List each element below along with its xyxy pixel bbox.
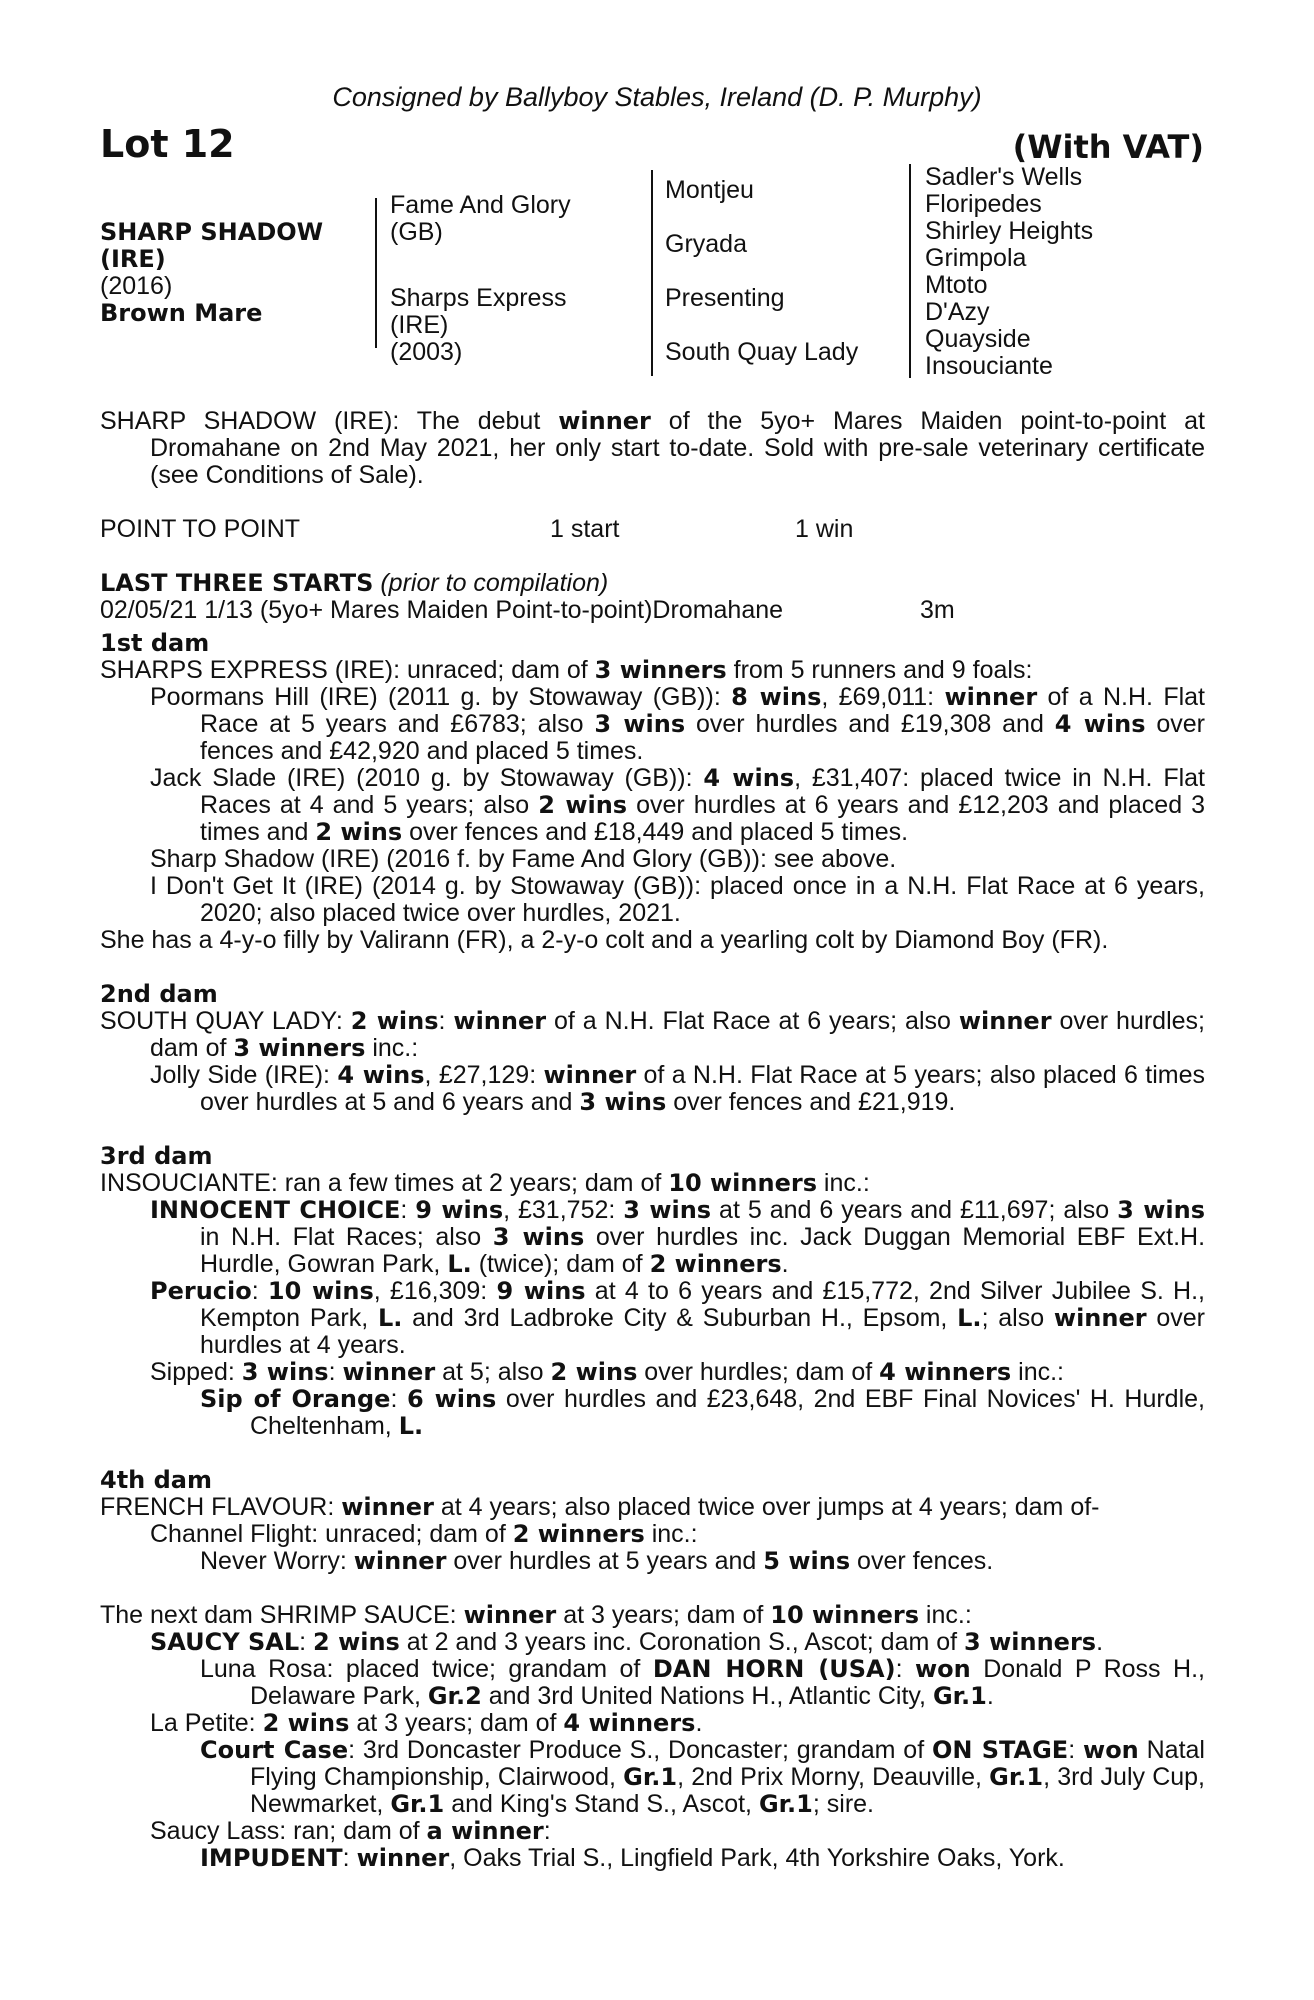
pedigree-divider-3 bbox=[909, 164, 911, 378]
lot-number: Lot 12 bbox=[100, 122, 235, 166]
second-dam-heading: 2nd dam bbox=[100, 980, 218, 1008]
pedigree-dam: Sharps Express (IRE) (2003) bbox=[390, 284, 567, 366]
horse-identity bbox=[100, 219, 323, 327]
produce-court-case: Court Case: 3rd Doncaster Produce S., Doncaster; grandam of ON STAGE: won Natal Flying Championship, Clairwood, Gr.1, 2nd Prix Morny, Deauville, Gr.1, 3rd July Cup, Newmarket, Gr.1 and King's Stand S., Ascot, Gr.1; sire. bbox=[200, 1736, 1205, 1818]
pedigree-second-dam: South Quay Lady bbox=[665, 338, 859, 366]
fourth-dam-line: FRENCH FLAVOUR: winner at 4 years; also placed twice over jumps at 4 years; dam of- bbox=[100, 1493, 1100, 1521]
fourth-dam-heading: 4th dam bbox=[100, 1466, 212, 1494]
intro-paragraph: SHARP SHADOW (IRE): The debut winner of the 5yo+ Mares Maiden point-to-point at Dromahane on 2nd May 2021, her only start to-date. Sold with pre-sale veterinary certificate (see Conditions of Sale). bbox=[100, 407, 1206, 489]
produce-innocent-choice: INNOCENT CHOICE: 9 wins, £31,752: 3 wins at 5 and 6 years and £11,697; also 3 wins in N.H. Flat Races; also 3 wins over hurdles inc. Jack Duggan Memorial EBF Ext.H. Hurdle, Gowran Park, L. (twice); dam of 2 winners. bbox=[150, 1196, 1206, 1278]
horse-name: SHARP SHADOW bbox=[100, 218, 324, 246]
produce-impudent: IMPUDENT: winner, Oaks Trial S., Lingfield Park, 4th Yorkshire Oaks, York. bbox=[200, 1844, 1065, 1872]
catalogue-body bbox=[100, 408, 1205, 1872]
produce-poormans-hill: Poormans Hill (IRE) (2011 g. by Stowaway (GB)): 8 wins, £69,011: winner of a N.H. Flat Race at 5 years and £6783; also 3 wins over hurdles and £19,308 and 4 wins over fences and £42,920 and placed 5 times. bbox=[150, 683, 1205, 765]
produce-jack-slade: Jack Slade (IRE) (2010 g. by Stowaway (GB)): 4 wins, £31,407: placed twice in N.H. Flat Races at 4 and 5 years; also 2 wins over hurdles at 6 years and £12,203 and placed 3 times and 2 wins over fences and £18,449 and placed 5 times. bbox=[150, 764, 1206, 846]
produce-jolly-side: Jolly Side (IRE): 4 wins, £27,129: winner of a N.H. Flat Race at 5 years; also placed 6 times over hurdles at 5 and 6 years and 3 wins over fences and £21,919. bbox=[150, 1061, 1205, 1116]
first-dam-heading: 1st dam bbox=[100, 629, 210, 657]
consignor-line: Consigned by Ballyboy Stables, Ireland (D. P. Murphy) bbox=[332, 82, 982, 112]
produce-sip-of-orange: Sip of Orange: 6 wins over hurdles and £23,648, 2nd EBF Final Novices' H. Hurdle, Cheltenham, L. bbox=[200, 1385, 1205, 1440]
third-dam-line: INSOUCIANTE: ran a few times at 2 years; dam of 10 winners inc.: bbox=[100, 1169, 870, 1197]
next-dam-line: The next dam SHRIMP SAUCE: winner at 3 years; dam of 10 winners inc.: bbox=[100, 1601, 972, 1629]
third-dam-heading: 3rd dam bbox=[100, 1142, 213, 1170]
produce-saucy-sal: SAUCY SAL: 2 wins at 2 and 3 years inc. Coronation S., Ascot; dam of 3 winners. bbox=[150, 1628, 1104, 1656]
produce-i-dont-get-it: I Don't Get It (IRE) (2014 g. by Stowaway (GB)): placed once in a N.H. Flat Race at 6 years, 2020; also placed twice over hurdles, 2021. bbox=[150, 872, 1205, 927]
first-dam-line: SHARPS EXPRESS (IRE): unraced; dam of 3 winners from 5 runners and 9 foals: bbox=[100, 656, 1033, 684]
produce-perucio: Perucio: 10 wins, £16,309: 9 wins at 4 to 6 years and £15,772, 2nd Silver Jubilee S. H., Kempton Park, L. and 3rd Ladbroke City & Suburban H., Epsom, L.; also winner over hurdles at 4 years. bbox=[150, 1277, 1205, 1359]
last-three-row: 02/05/21 1/13 (5yo+ Mares Maiden Point-to-point)Dromahane 3m bbox=[100, 596, 955, 624]
vat-status: (With VAT) bbox=[1012, 128, 1204, 166]
horse-description: Brown Mare bbox=[100, 299, 263, 327]
horse-country: (IRE) bbox=[100, 245, 166, 273]
pedigree-great-grandparents: Sadler's Wells Floripedes Shirley Heights Grimpola Mtoto D'Azy Quayside Insouciante bbox=[925, 163, 1094, 380]
produce-luna-rosa: Luna Rosa: placed twice; grandam of DAN HORN (USA): won Donald P Ross H., Delaware Park, Gr.2 and 3rd United Nations H., Atlantic City, Gr.1. bbox=[200, 1655, 1205, 1710]
produce-never-worry: Never Worry: winner over hurdles at 5 years and 5 wins over fences. bbox=[200, 1547, 994, 1575]
produce-sipped: Sipped: 3 wins: winner at 5; also 2 wins over hurdles; dam of 4 winners inc.: bbox=[150, 1358, 1064, 1386]
produce-foals-note: She has a 4-y-o filly by Valirann (FR), a 2-y-o colt and a yearling colt by Diamond Boy (FR). bbox=[100, 926, 1109, 954]
pedigree-grandsire: Montjeu bbox=[665, 176, 754, 204]
last-three-heading: LAST THREE STARTS (prior to compilation) bbox=[100, 569, 609, 597]
produce-saucy-lass: Saucy Lass: ran; dam of a winner: bbox=[150, 1817, 551, 1845]
second-dam-line: SOUTH QUAY LADY: 2 wins: winner of a N.H. Flat Race at 6 years; also winner over hurdles; dam of 3 winners inc.: bbox=[100, 1007, 1205, 1062]
race-record: POINT TO POINT 1 start 1 win bbox=[100, 515, 854, 543]
pedigree-dam-sire: Presenting bbox=[665, 284, 785, 312]
pedigree-divider-1 bbox=[375, 198, 377, 348]
produce-channel-flight: Channel Flight: unraced; dam of 2 winners inc.: bbox=[150, 1520, 698, 1548]
pedigree-sire: Fame And Glory (GB) bbox=[390, 191, 571, 246]
produce-sharp-shadow: Sharp Shadow (IRE) (2016 f. by Fame And Glory (GB)): see above. bbox=[150, 845, 897, 873]
produce-la-petite: La Petite: 2 wins at 3 years; dam of 4 winners. bbox=[150, 1709, 703, 1737]
pedigree-granddam-sire-side: Gryada bbox=[665, 230, 747, 258]
horse-year: (2016) bbox=[100, 272, 173, 300]
pedigree-divider-2 bbox=[651, 170, 653, 376]
